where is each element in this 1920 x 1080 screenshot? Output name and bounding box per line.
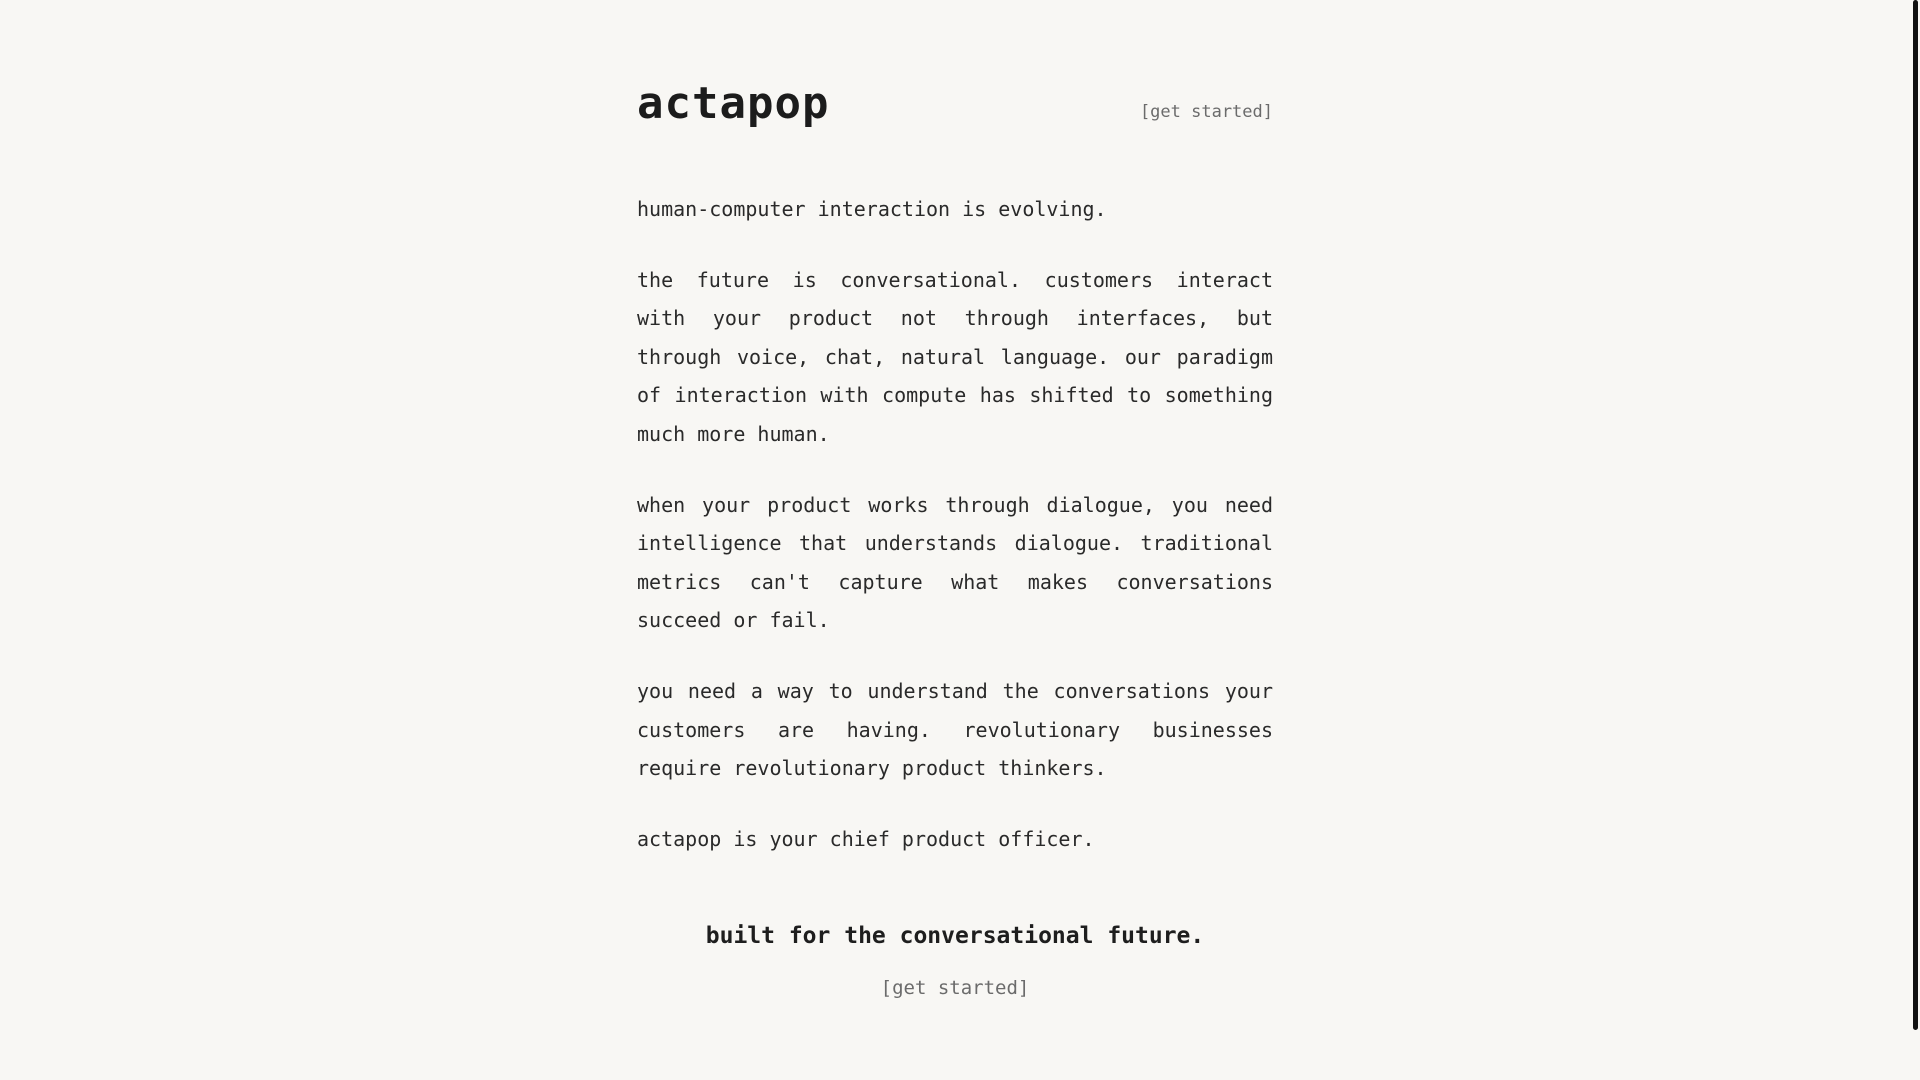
brand-logo[interactable]: actapop (637, 78, 830, 129)
landing-page (637, 0, 1273, 1001)
page-footer (637, 920, 1273, 1001)
chief-product-officer-paragraph: actapop is your chief product officer. (637, 826, 1095, 851)
page-header (637, 0, 1273, 190)
scrollbar-thumb[interactable] (1913, 0, 1918, 1030)
get-started-header-link[interactable]: [get started] (1139, 102, 1273, 122)
get-started-footer-link[interactable]: [get started] (880, 977, 1030, 1000)
intro-paragraph: human-computer interaction is evolving. (637, 197, 1107, 221)
dialogue-intelligence-paragraph: when your product works through dialogue, you need intelligence that understands dialogue. traditional metrics can't capture what makes conversations succeed or fail. (637, 492, 1273, 633)
conversational-future-paragraph: the future is conversational. customers interact with your product not through interfaces, but through voice, chat, natural language. our paradigm of interaction with compute has shifted to something much more human. (637, 267, 1273, 446)
tagline: built for the conversational future. (705, 923, 1205, 950)
main-content (637, 190, 1273, 858)
page-scrollbar[interactable] (1910, 0, 1920, 1080)
understand-conversations-paragraph: you need a way to understand the conversations your customers are having. revolutionary businesses require revolutionary product thinkers. (637, 678, 1273, 781)
